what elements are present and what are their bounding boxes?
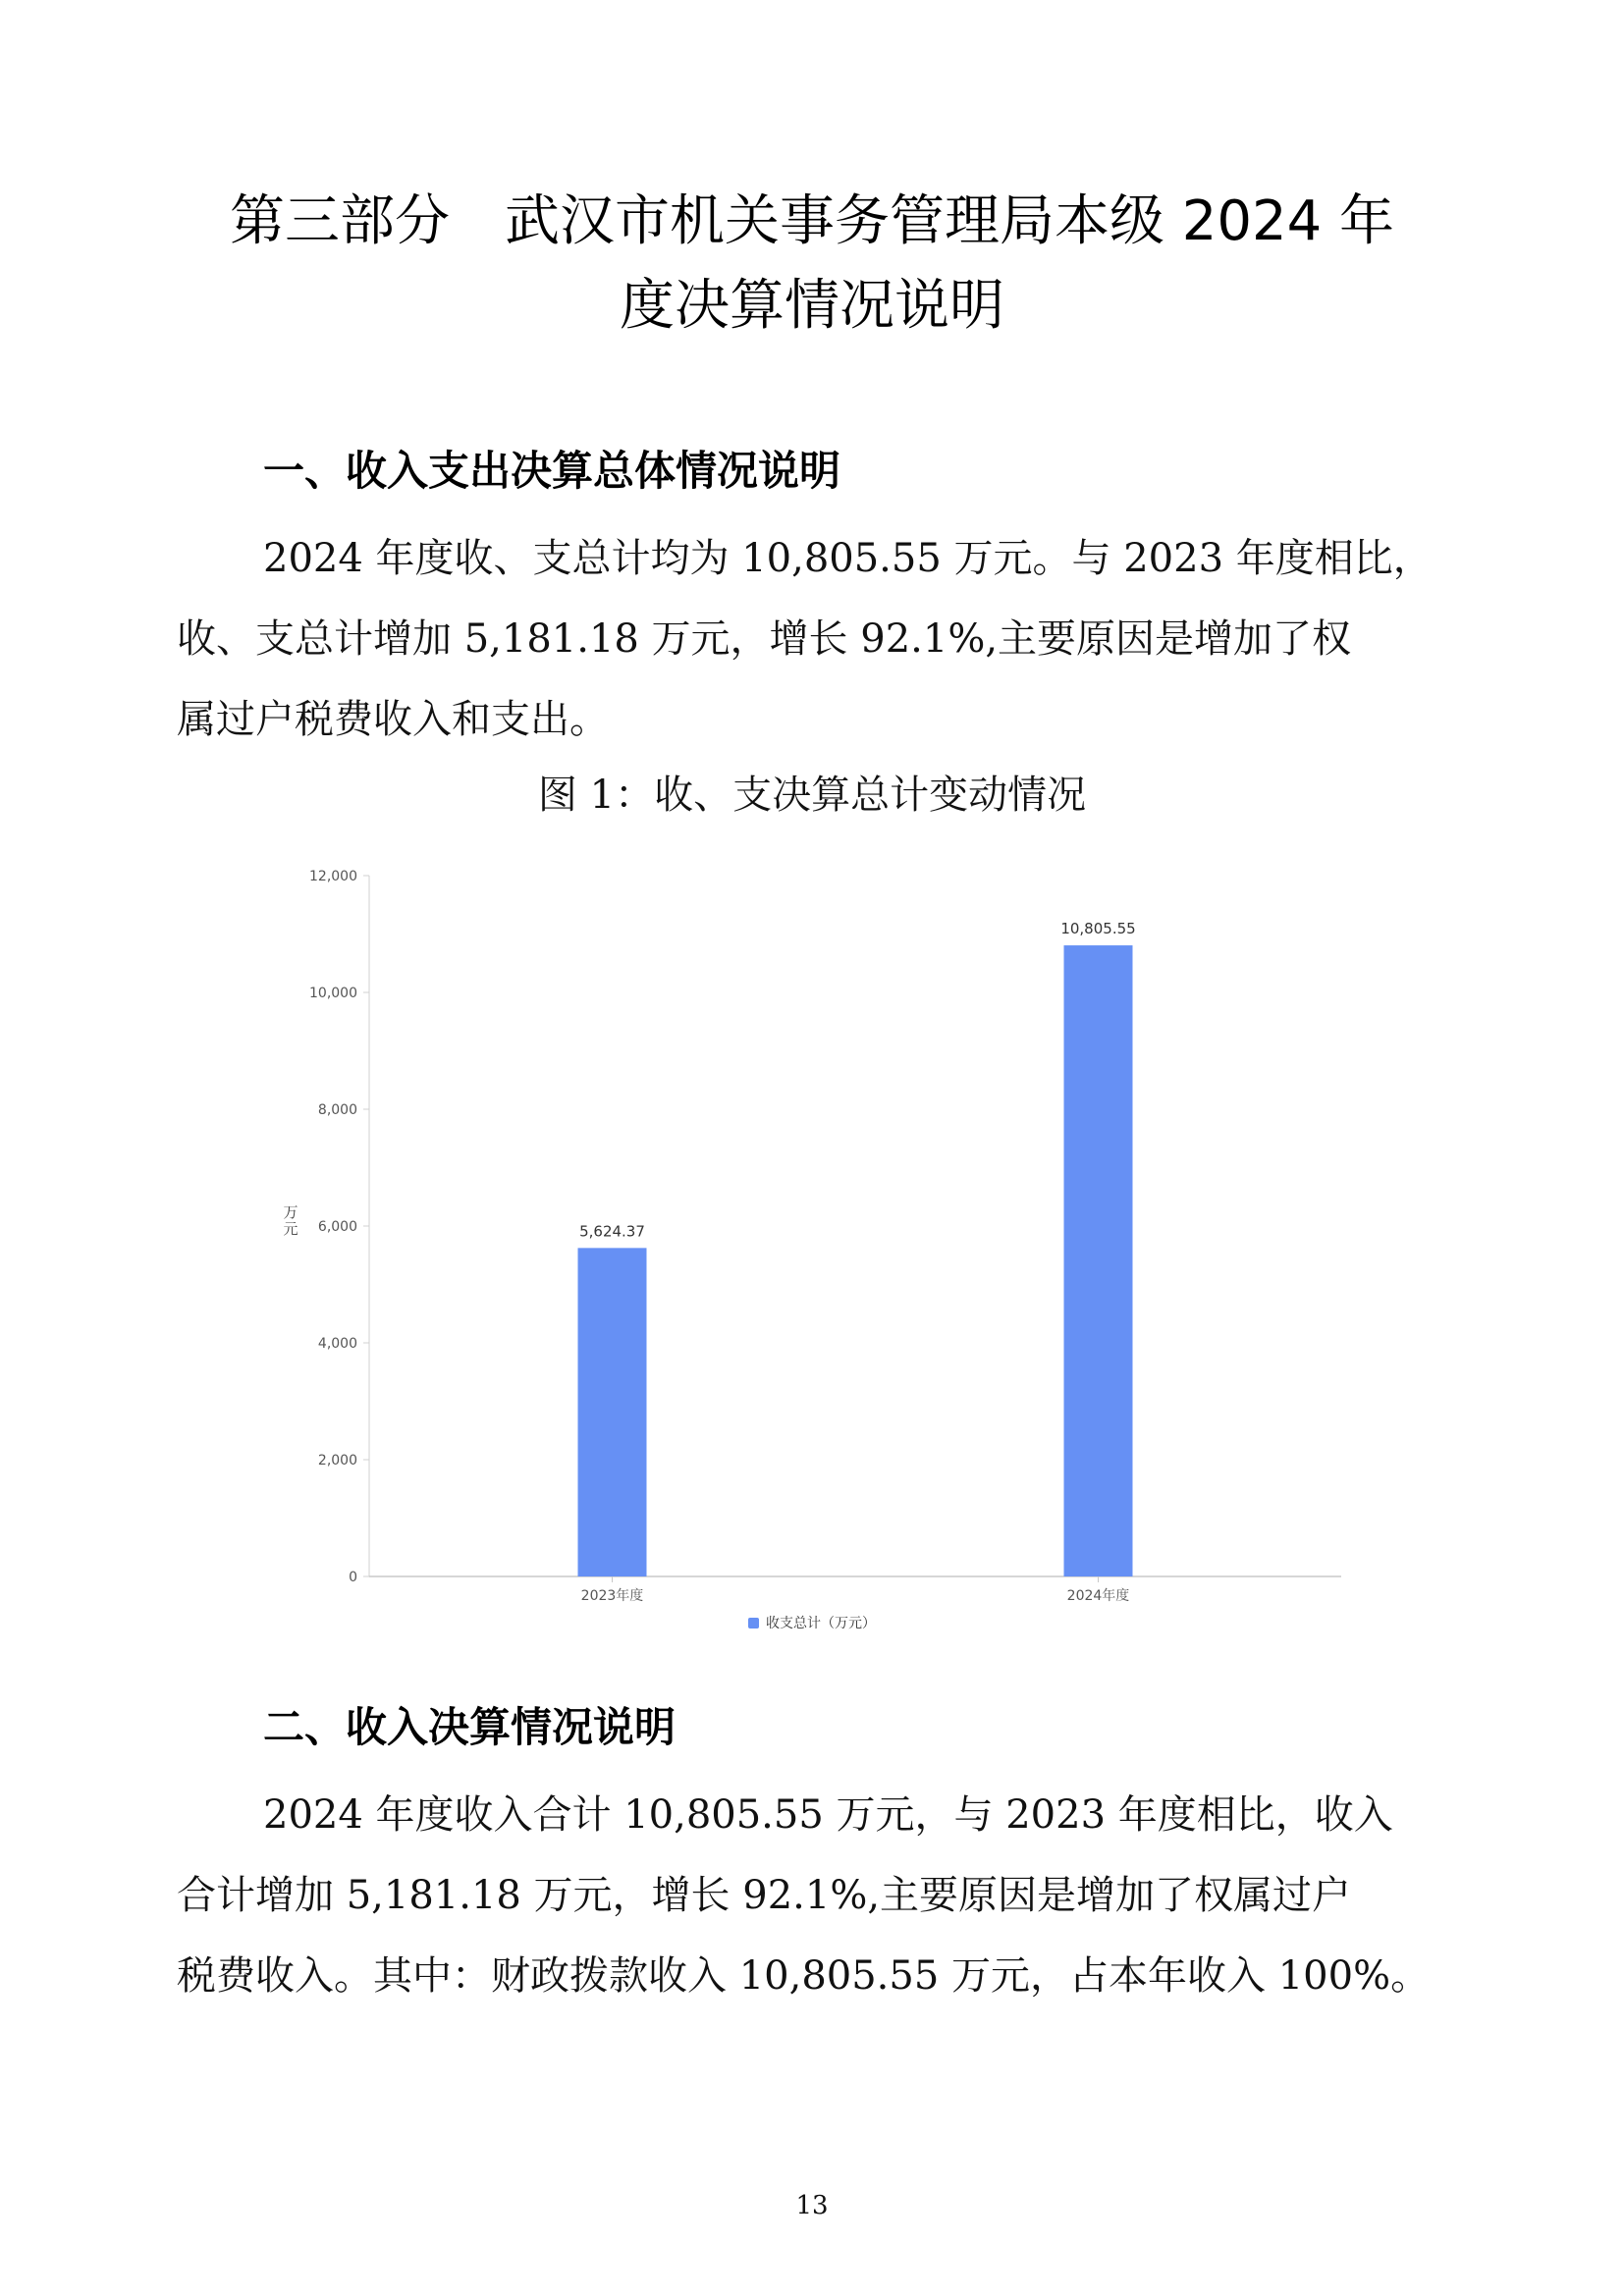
y-tick-label: 4,000	[317, 1336, 357, 1352]
x-tick-label: 2023年度	[580, 1588, 644, 1604]
paragraph-line: 税费收入。其中：财政拨款收入 10,805.55 万元，占本年收入 100%。	[177, 1953, 1431, 1999]
paragraph-line: 属过户税费收入和支出。	[177, 697, 609, 742]
y-tick-label: 6,000	[317, 1219, 357, 1235]
section-1-heading: 一、收入支出决算总体情况说明	[263, 447, 841, 495]
bar	[578, 1248, 647, 1576]
bar-data-label: 10,805.55	[1060, 920, 1136, 938]
y-tick-label: 10,000	[309, 986, 357, 1001]
section-2-heading: 二、收入决算情况说明	[263, 1703, 677, 1751]
legend-label: 收支总计（万元）	[766, 1616, 876, 1631]
y-tick-label: 0	[349, 1570, 357, 1585]
paragraph-line: 2024 年度收入合计 10,805.55 万元，与 2023 年度相比，收入	[263, 1792, 1393, 1838]
y-tick-label: 2,000	[317, 1453, 357, 1468]
section-2-paragraph	[177, 1775, 1453, 2016]
figure-caption: 图 1：收、支决算总计变动情况	[537, 773, 1087, 818]
x-tick-label: 2024年度	[1066, 1588, 1130, 1604]
paragraph-line: 收、支总计增加 5,181.18 万元，增长 92.1%,主要原因是增加了权	[177, 616, 1352, 662]
page-title-line-1: 第三部分 武汉市机关事务管理局本级 2024 年	[229, 189, 1395, 253]
section-1-paragraph	[177, 518, 1453, 760]
page-title-line-2: 度决算情况说明	[620, 274, 1004, 338]
y-tick-label: 8,000	[317, 1102, 357, 1118]
legend-swatch	[748, 1618, 759, 1629]
page-number: 13	[795, 2191, 829, 2220]
bar	[1064, 945, 1133, 1576]
paragraph-line: 合计增加 5,181.18 万元，增长 92.1%,主要原因是增加了权属过户	[177, 1873, 1352, 1918]
paragraph-line: 2024 年度收、支总计均为 10,805.55 万元。与 2023 年度相比，	[263, 536, 1433, 581]
bar-data-label: 5,624.37	[579, 1222, 645, 1241]
y-axis-label: 万元	[283, 1203, 298, 1238]
y-tick-label: 12,000	[309, 869, 357, 884]
bar-chart	[265, 854, 1375, 1659]
